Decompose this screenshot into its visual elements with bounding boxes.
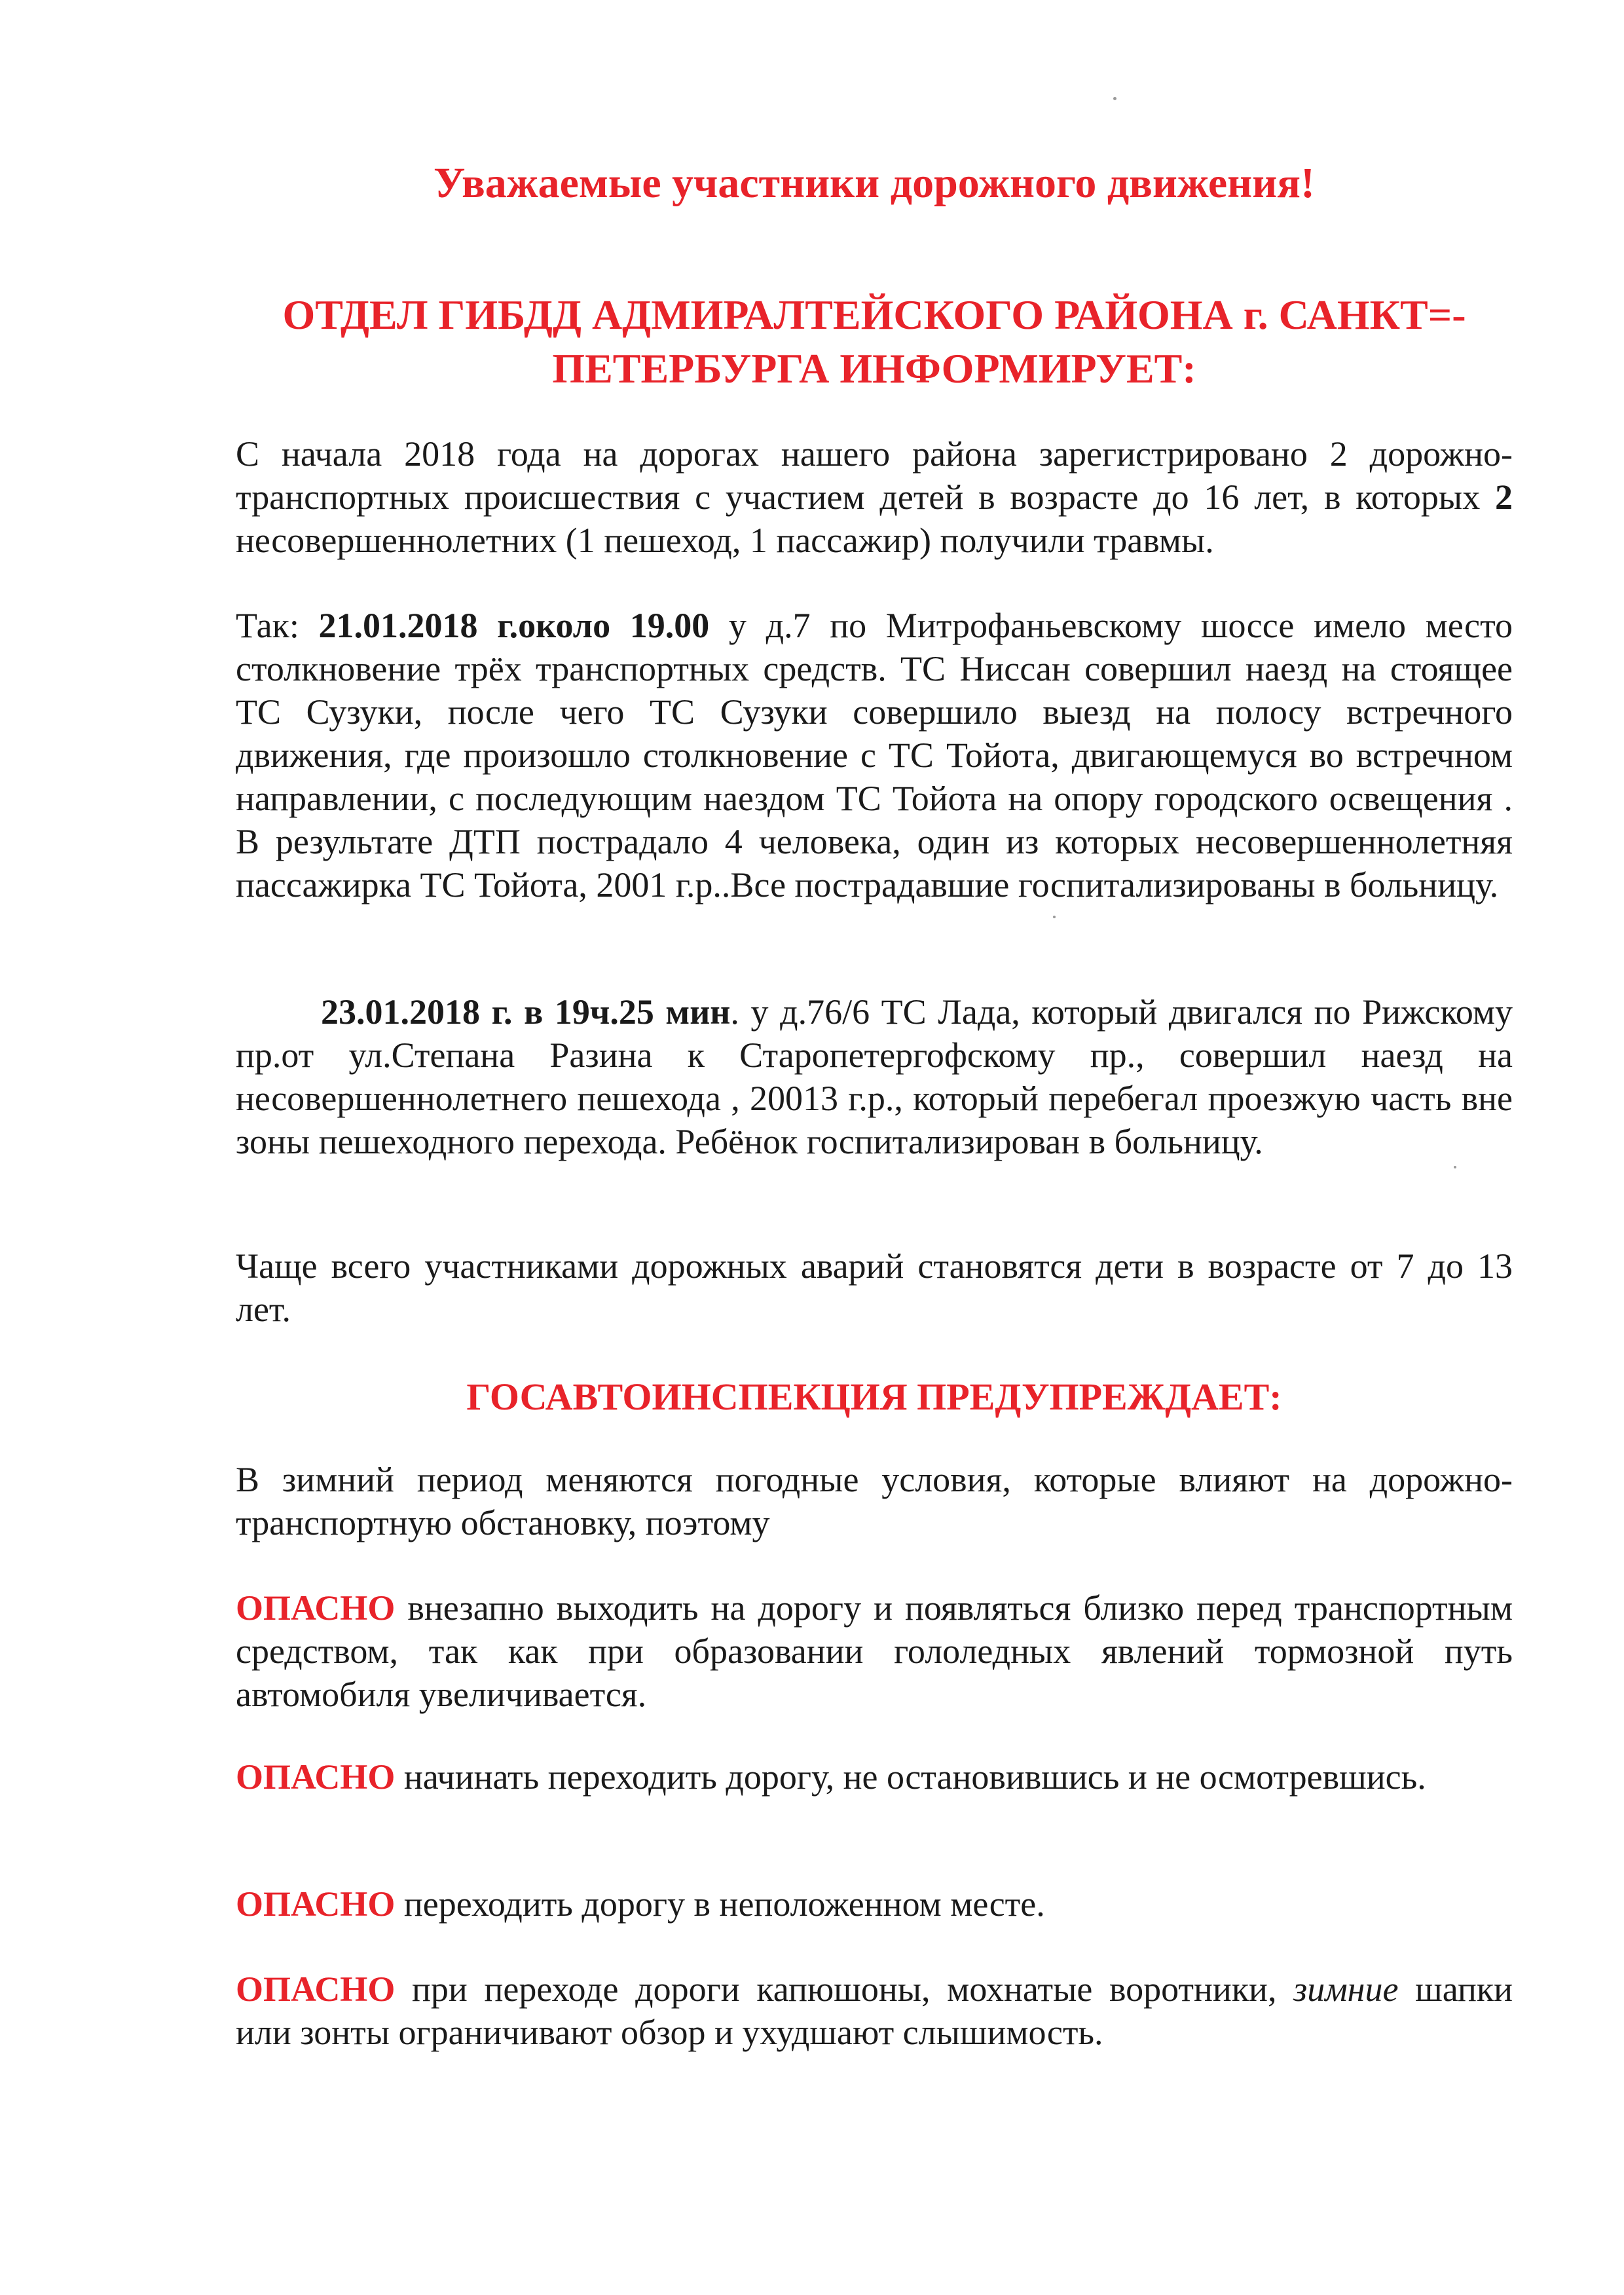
danger-1-label: ОПАСНО [236,1588,396,1628]
age-note-paragraph: Чаще всего участниками дорожных аварий становятся дети в возрасте от 7 до 13 лет. [236,1246,1513,1329]
department-heading-line2: ПЕТЕРБУРГА ИНФОРМИРУЕТ: [552,345,1196,392]
page-title: Уважаемые участники дорожного движения! [434,159,1315,207]
danger-4-text-1: при переходе дороги капюшоны, мохнатые воротники, [395,1969,1294,2009]
danger-1-paragraph [236,1586,1513,1716]
incident-2-paragraph [236,990,1513,1163]
incident-2-text: . у д.76/6 ТС Лада, который двигался по Рижскому пр.от ул.Степана Разина к Старопетергофскому пр., совершил наезд на несовершеннолетнего пешехода , 20013 г.р., который перебегал проезжую часть вне зоны пешеходного перехода. Ребёнок госпитализирован в больницу. [236,992,1513,1161]
danger-2-paragraph [236,1755,1513,1799]
intro-count: 2 [1495,477,1513,517]
danger-3-label: ОПАСНО [236,1884,396,1924]
danger-1-text: внезапно выходить на дорогу и появляться близко перед транспортным средством, так как при образовании гололедных явлений тормозной путь автомобиля увеличивается. [236,1588,1513,1714]
intro-paragraph [236,432,1513,562]
danger-2-label: ОПАСНО [236,1757,396,1797]
scan-speck [1454,1166,1456,1168]
incident-1-text: у д.7 по Митрофаньевскому шоссе имело место столкновение трёх транспортных средств. ТС Ниссан совершил наезд на стоящее ТС Сузуки, после чего ТС Сузуки совершило выезд на полосу встречного движения, где произошло столкновение с ТС Тойота, двигающемуся во встречном направлении, с последующим наездом ТС Тойота на опору городского освещения . В результате ДТП пострадало 4 человека, один из которых несовершеннолетняя пассажирка ТС Тойота, 2001 г.р..Все пострадавшие госпитализированы в больницу. [236,606,1513,905]
danger-3-paragraph [236,1882,1513,1926]
department-heading-line1: ОТДЕЛ ГИБДД АДМИРАЛТЕЙСКОГО РАЙОНА г. САНКТ=- [282,291,1466,338]
danger-4-paragraph [236,1968,1513,2054]
danger-4-italic: зимние [1293,1969,1399,2009]
danger-2-text: начинать переходить дорогу, не остановившись и не осмотревшись. [395,1757,1426,1797]
intro-text-2: несовершеннолетних (1 пешеход, 1 пассажир) получили травмы. [236,521,1214,560]
incident-1-paragraph [236,604,1513,906]
winter-intro-paragraph: В зимний период меняются погодные условия, которые влияют на дорожно-транспортную обстановку, поэтому [236,1460,1513,1542]
department-heading [236,288,1513,396]
scan-speck [1113,97,1116,100]
scan-speck [1053,916,1056,918]
incident-1-date: 21.01.2018 г.около 19.00 [318,606,710,645]
intro-text-1: С начала 2018 года на дорогах нашего района зарегистрировано 2 дорожно-транспортных происшествия с участием детей в возрасте до 16 лет, в которых [236,434,1513,517]
danger-4-text-2: шапки или зонты ограничивают обзор и ухудшают слышимость. [236,1969,1513,2052]
incident-1-prefix: Так: [236,606,319,645]
incident-2-date: 23.01.2018 г. в 19ч.25 мин [321,992,731,1032]
danger-4-label: ОПАСНО [236,1969,396,2009]
danger-3-text: переходить дорогу в неположенном месте. [395,1884,1045,1924]
warning-heading: ГОСАВТОИНСПЕКЦИЯ ПРЕДУПРЕЖДАЕТ: [466,1375,1282,1418]
